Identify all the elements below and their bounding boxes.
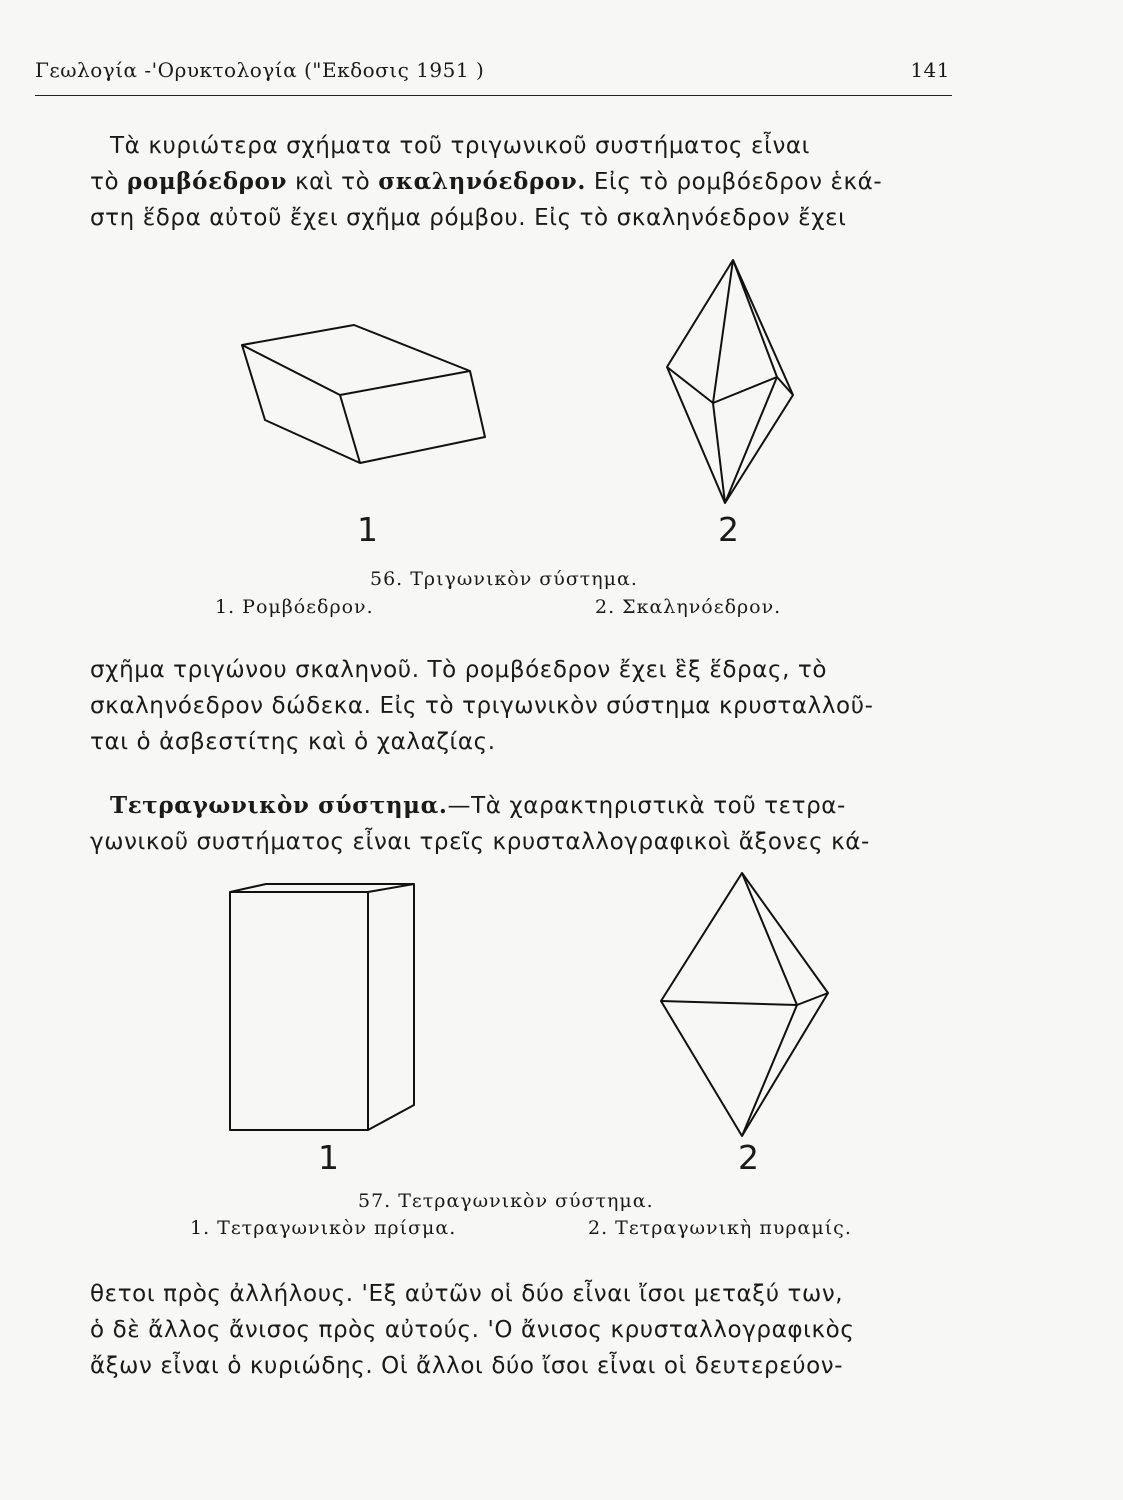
figure-label-2: 2 — [718, 510, 739, 549]
text-line: σκαληνόεδρον δώδεκα. Εἰς τὸ τριγωνικὸν σύστημα κρυσταλλοῦ- — [90, 693, 874, 719]
figure-subcaption-1: 1. Τετραγωνικὸν πρίσμα. — [190, 1217, 457, 1239]
text-line: τὸ ρομβόεδρον καὶ τὸ σκαληνόεδρον. Εἰς τὸ ρομβόεδρον ἑκά- — [90, 168, 883, 195]
text-line: ἄξων εἶναι ὁ κυριώδης. Οἱ ἄλλοι δύο ἴσοι εἶναι οἱ δευτερεύον- — [90, 1353, 844, 1379]
text-line: ὁ δὲ ἄλλος ἄνισος πρὸς αὐτούς. 'Ο ἄνισος κρυσταλλογραφικὸς — [90, 1317, 855, 1343]
header-title: Γεωλογία -'Ορυκτολογία ("Εκδοσις 1951 ) — [35, 58, 485, 82]
figure-label-1: 1 — [318, 1138, 339, 1177]
paragraph-tetragonal-axes — [90, 1276, 960, 1384]
tetragonal-pyramid-figure — [655, 868, 835, 1143]
text-line: ται ὁ ἀσβεστίτης καὶ ὁ χαλαζίας. — [90, 729, 496, 755]
text-line: στη ἕδρα αὐτοῦ ἔχει σχῆμα ρόμβου. Εἰς τὸ σκαληνόεδρον ἔχει — [90, 205, 847, 231]
tetragonal-prism-figure — [222, 880, 432, 1140]
term-scalenohedron: σκαληνόεδρον. — [378, 168, 586, 195]
figure-label-2: 2 — [738, 1138, 759, 1177]
figure-subcaption-2: 2. Σκαληνόεδρον. — [595, 596, 782, 618]
rhombohedron-figure — [230, 315, 500, 475]
figure-subcaption-1: 1. Ρομβόεδρον. — [215, 596, 374, 618]
text-line: θετοι πρὸς ἀλλήλους. 'Εξ αὐτῶν οἱ δύο εἶναι ἴσοι μεταξύ των, — [90, 1281, 844, 1307]
figure-caption: 56. Τριγωνικὸν σύστημα. — [370, 568, 638, 590]
running-header — [35, 58, 950, 82]
paragraph-trigonal-faces — [90, 652, 960, 760]
text-line: Τετραγωνικὸν σύστημα.—Τὰ χαρακτηριστικὰ τοῦ τετρα- — [110, 792, 846, 819]
figure-label-1: 1 — [357, 510, 378, 549]
figure-caption: 57. Τετραγωνικὸν σύστημα. — [358, 1190, 654, 1212]
text-line: σχῆμα τριγώνου σκαληνοῦ. Τὸ ρομβόεδρον ἔχει ἓξ ἕδρας, τὸ — [90, 657, 828, 683]
section-heading: Τετραγωνικὸν σύστημα. — [110, 792, 448, 819]
term-rhombohedron: ρομβόεδρον — [127, 168, 288, 195]
page-number: 141 — [910, 58, 950, 82]
scalenohedron-figure — [655, 255, 800, 510]
paragraph-trigonal-forms — [90, 128, 960, 236]
text-line: γωνικοῦ συστήματος εἶναι τρεῖς κρυσταλλογραφικοὶ ἄξονες κά- — [90, 829, 870, 855]
text-line: Τὰ κυριώτερα σχήματα τοῦ τριγωνικοῦ συστήματος εἶναι — [110, 133, 811, 159]
figure-subcaption-2: 2. Τετραγωνικὴ πυραμίς. — [588, 1217, 852, 1239]
paragraph-tetragonal-system — [90, 788, 960, 860]
header-rule — [35, 95, 952, 96]
